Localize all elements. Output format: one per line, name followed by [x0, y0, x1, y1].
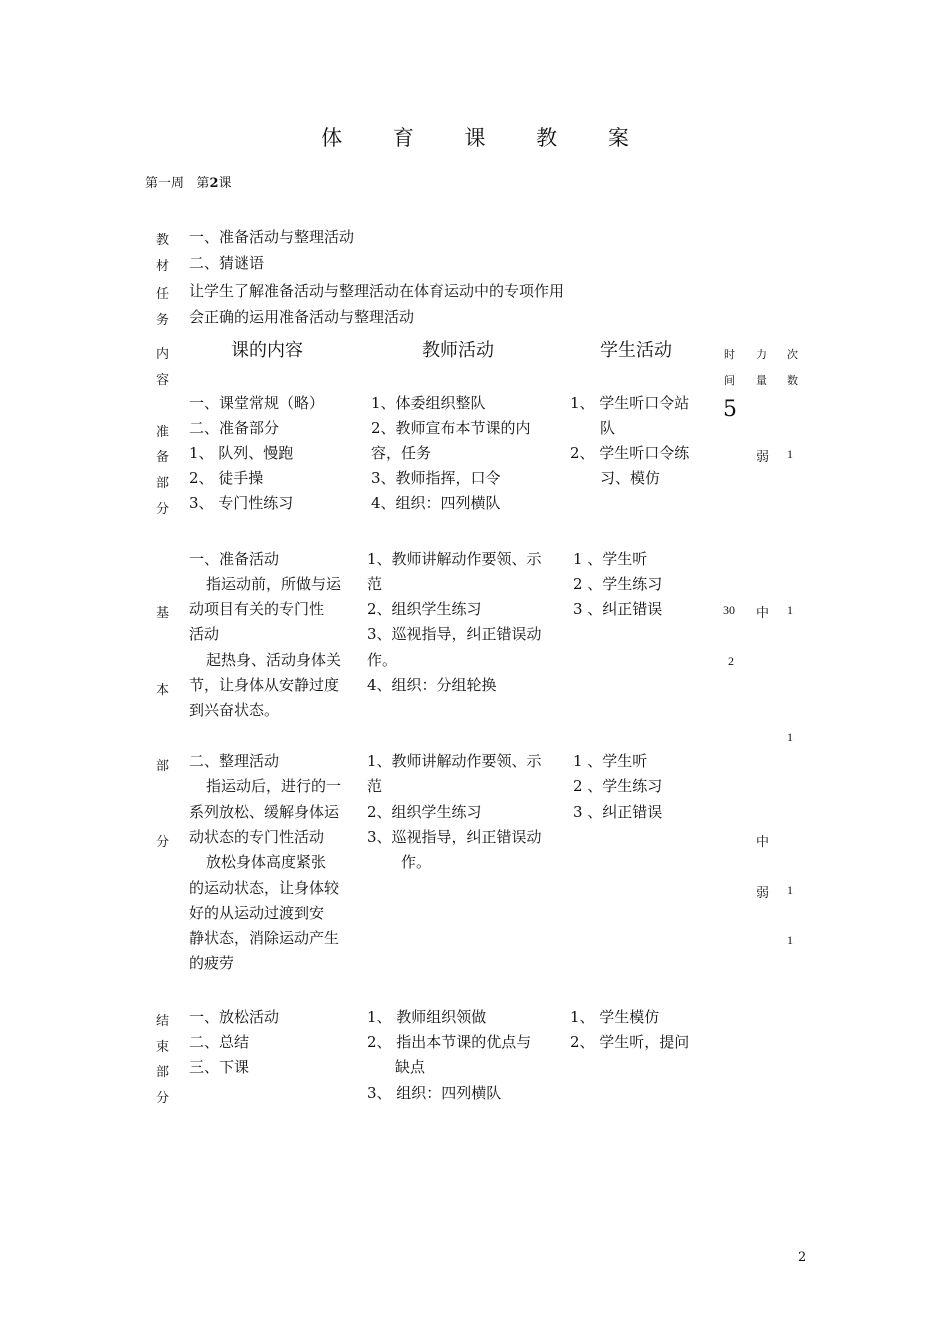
end-teacher-1: 1、 教师组织领做: [367, 1008, 487, 1026]
label-end-2: 束: [156, 1040, 170, 1055]
basic1-teacher-5: 作。: [367, 651, 398, 669]
basic2-content-3: 系列放松、缓解身体运: [189, 803, 340, 821]
prep-student-2: 队: [600, 419, 616, 437]
label-nei: 内: [156, 347, 170, 362]
material-line-2: 二、猜谜语: [189, 254, 265, 272]
page-number: 2: [798, 1250, 807, 1265]
basic2-teacher-2: 范: [367, 777, 383, 795]
prep-count: 1: [787, 447, 793, 461]
basic1-intensity: 中: [756, 606, 770, 621]
basic1-time: 30: [723, 603, 735, 617]
header-time-1: 时: [724, 348, 735, 361]
lesson-info: [145, 172, 232, 191]
basic2-count-2: 1: [787, 933, 793, 947]
basic1-count: 1: [787, 603, 793, 617]
end-teacher-3: 缺点: [395, 1058, 426, 1076]
basic2-teacher-5: 作。: [401, 853, 432, 871]
label-cai: 材: [156, 259, 170, 274]
basic2-teacher-1: 1、教师讲解动作要领、示: [367, 752, 542, 770]
label-end-4: 分: [156, 1091, 170, 1106]
prep-content-2: 二、准备部分: [189, 419, 280, 437]
prep-content-4: 2、 徒手操: [189, 469, 264, 487]
basic1-teacher-1: 1、教师讲解动作要领、示: [367, 550, 542, 568]
header-intensity-2: 量: [756, 374, 767, 387]
basic1-student-2: 2 、学生练习: [573, 575, 663, 593]
basic2-content-1: 二、整理活动: [189, 752, 280, 770]
header-count-1: 次: [787, 348, 798, 361]
label-basic-3: 部: [156, 759, 170, 774]
basic1-content-4: 活动: [189, 625, 220, 643]
task-line-2: 会正确的运用准备活动与整理活动: [189, 308, 415, 326]
header-student: 学生活动: [600, 340, 672, 361]
label-jiao: 教: [156, 233, 170, 248]
basic1-student-1: 1 、学生听: [573, 550, 648, 568]
basic1-content-5: 起热身、活动身体关: [206, 651, 342, 669]
basic2-student-2: 2 、学生练习: [573, 777, 663, 795]
basic1-student-3: 3 、纠正错误: [573, 600, 663, 618]
header-teacher: 教师活动: [422, 340, 494, 361]
task-line-1: 让学生了解准备活动与整理活动在体育运动中的专项作用: [189, 282, 565, 300]
lesson-suffix: 课: [218, 176, 232, 191]
prep-teacher-2: 2、教师宣布本节课的内: [371, 419, 531, 437]
end-student-1: 1、 学生模仿: [570, 1008, 660, 1026]
label-rong: 容: [156, 373, 170, 388]
basic2-intensity-2: 弱: [756, 886, 770, 901]
basic2-content-7: 好的从运动过渡到安: [189, 904, 325, 922]
basic2-content-8: 静状态，消除运动产生: [189, 929, 340, 947]
basic2-student-1: 1 、学生听: [573, 752, 648, 770]
prep-time: 5: [723, 397, 737, 422]
end-content-1: 一、放松活动: [189, 1008, 280, 1026]
basic1-content-2: 指运动前，所做与运: [206, 575, 342, 593]
basic1-teacher-6: 4、组织：分组轮换: [367, 676, 497, 694]
label-end-3: 部: [156, 1065, 170, 1080]
header-content: 课的内容: [231, 340, 303, 361]
label-basic-2: 本: [156, 683, 170, 698]
page-title: 体 育 课 教 案: [321, 126, 651, 150]
header-time-2: 间: [724, 374, 735, 387]
prep-student-4: 习、模仿: [600, 469, 661, 487]
end-content-3: 三、下课: [189, 1058, 250, 1076]
basic1-content-7: 到兴奋状态。: [189, 701, 280, 719]
lesson-prefix: 第: [196, 176, 210, 191]
label-wu: 务: [156, 313, 170, 328]
basic2-content-6: 的运动状态，让身体较: [189, 879, 340, 897]
prep-teacher-5: 4、组织：四列横队: [371, 494, 501, 512]
basic2-teacher-4: 3、巡视指导，纠正错误动: [367, 828, 542, 846]
end-teacher-2: 2、 指出本节课的优点与: [367, 1033, 532, 1051]
basic1-teacher-4: 3、巡视指导，纠正错误动: [367, 625, 542, 643]
prep-student-3: 2、 学生听口令练: [570, 444, 690, 462]
basic2-content-5: 放松身体高度紧张: [206, 853, 327, 871]
prep-content-1: 一、课堂常规（略）: [189, 394, 325, 412]
basic1-teacher-2: 范: [367, 575, 383, 593]
basic1-content-3: 动项目有关的专门性: [189, 600, 325, 618]
end-content-2: 二、总结: [189, 1033, 250, 1051]
basic2-content-4: 动状态的专门性活动: [189, 828, 325, 846]
label-basic-1: 基: [156, 606, 170, 621]
label-prep-1: 准: [156, 425, 170, 440]
prep-intensity: 弱: [756, 450, 770, 465]
lesson-number: 2: [209, 176, 219, 191]
header-intensity-1: 力: [756, 348, 767, 361]
header-count-2: 数: [787, 374, 798, 387]
basic2-teacher-3: 2、组织学生练习: [367, 803, 482, 821]
prep-teacher-3: 容，任务: [371, 444, 432, 462]
prep-content-3: 1、 队列、慢跑: [189, 444, 294, 462]
prep-teacher-4: 3、教师指挥，口令: [371, 469, 501, 487]
basic1-content-1: 一、准备活动: [189, 550, 280, 568]
prep-teacher-1: 1、体委组织整队: [371, 394, 486, 412]
basic2-intensity: 中: [756, 835, 770, 850]
label-prep-4: 分: [156, 502, 170, 517]
prep-content-5: 3、 专门性练习: [189, 494, 294, 512]
basic1-teacher-3: 2、组织学生练习: [367, 600, 482, 618]
material-line-1: 一、准备活动与整理活动: [189, 228, 355, 246]
label-ren: 任: [156, 287, 170, 302]
end-teacher-4: 3、 组织：四列横队: [367, 1084, 502, 1102]
end-student-2: 2、 学生听，提问: [570, 1033, 690, 1051]
week-label: 第一周: [145, 176, 185, 191]
basic1-count-2: 1: [787, 730, 793, 744]
label-prep-3: 部: [156, 476, 170, 491]
prep-student-1: 1、 学生听口令站: [570, 394, 690, 412]
basic2-student-3: 3 、纠正错误: [573, 803, 663, 821]
label-basic-4: 分: [156, 835, 170, 850]
basic2-content-2: 指运动后，进行的一: [206, 777, 342, 795]
label-prep-2: 备: [156, 450, 170, 465]
basic2-count: 1: [787, 883, 793, 897]
basic1-time-2: 2: [728, 654, 734, 668]
basic1-content-6: 节，让身体从安静过度: [189, 676, 340, 694]
label-end-1: 结: [156, 1014, 170, 1029]
basic2-content-9: 的疲劳: [189, 954, 235, 972]
